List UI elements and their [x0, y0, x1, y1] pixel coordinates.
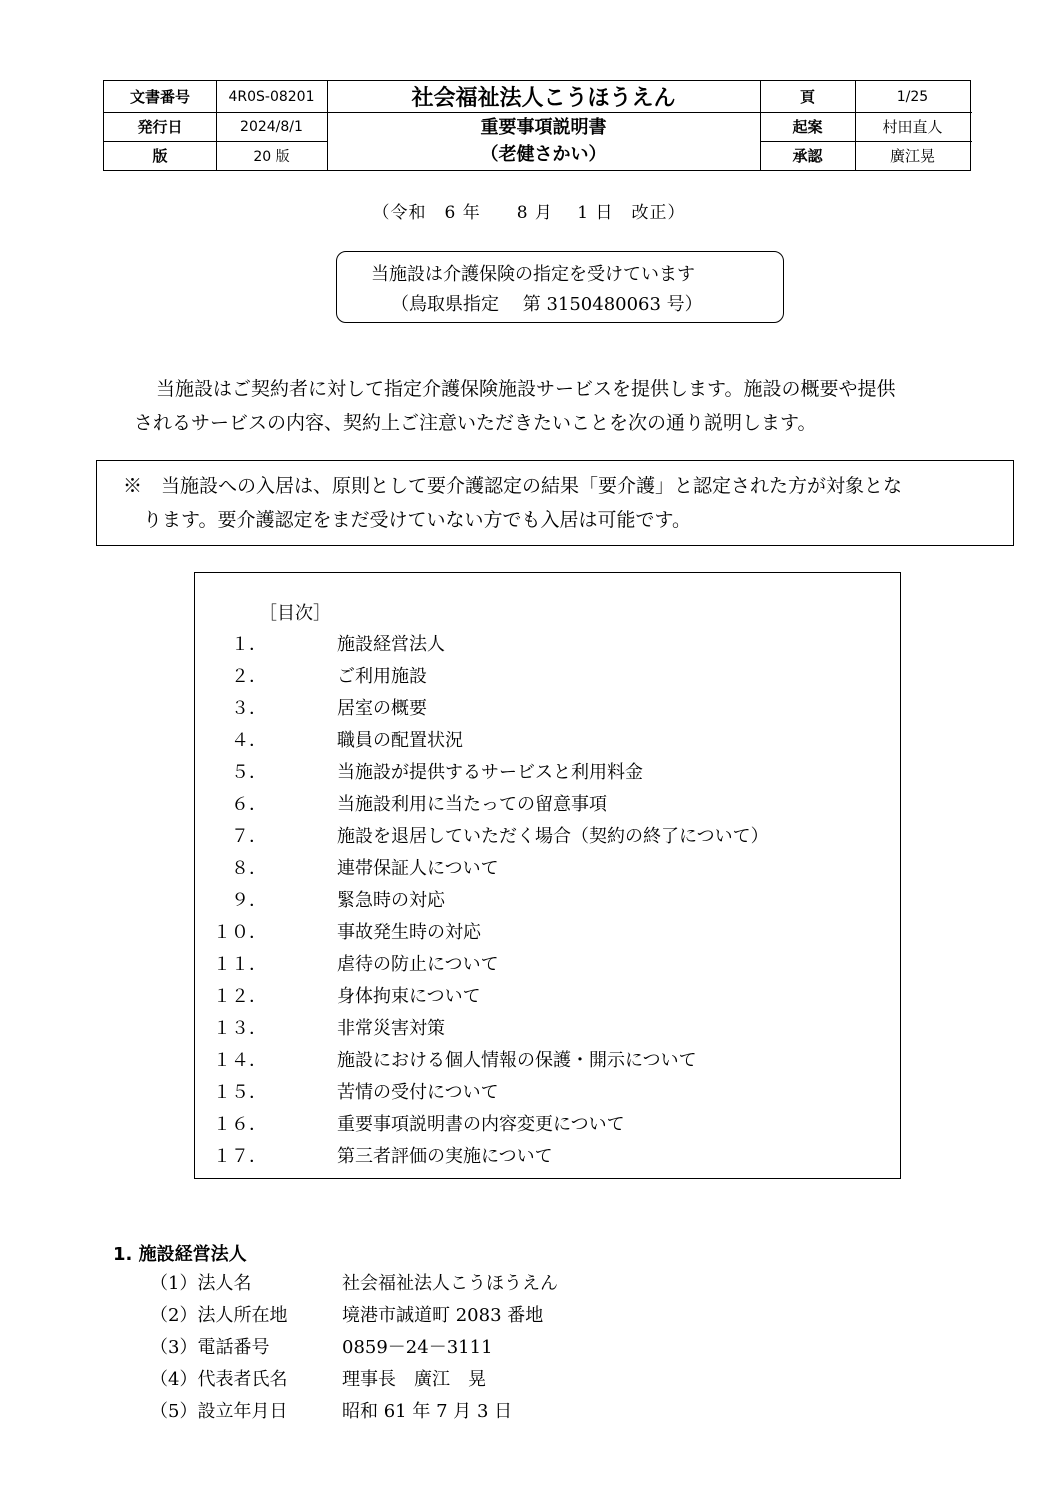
info-row-key: （5）設立年月日: [150, 1401, 288, 1422]
toc-item-text: 施設における個人情報の保護・開示について: [337, 1050, 697, 1071]
info-row-key: （3）電話番号: [150, 1337, 270, 1358]
toc-item-number: ３．: [231, 698, 267, 719]
note-box: [96, 460, 1014, 546]
toc-item-number: ２．: [231, 666, 267, 687]
issue-date: 2024/8/1: [240, 118, 303, 135]
toc-item-text: 虐待の防止について: [337, 954, 499, 975]
toc-item-number: １１．: [213, 954, 267, 975]
info-row-value: 0859－24－3111: [342, 1337, 493, 1358]
toc-item-text: 居室の概要: [337, 698, 427, 719]
toc-item-number: ７．: [231, 826, 267, 847]
toc-item-number: ９．: [231, 890, 267, 911]
toc-item-text: ご利用施設: [337, 666, 427, 687]
info-row-value: 社会福祉法人こうほうえん: [342, 1273, 558, 1294]
info-row-key: （1）法人名: [150, 1273, 252, 1294]
toc-item-text: 苦情の受付について: [337, 1082, 499, 1103]
designation-box: [336, 251, 784, 323]
version-label: 版: [152, 147, 168, 165]
organization-name: 社会福祉法人こうほうえん: [411, 86, 676, 111]
designation-line1: 当施設は介護保険の指定を受けています: [371, 264, 695, 285]
drafter-name: 村田直人: [882, 118, 943, 136]
document-title-line1: 重要事項説明書: [480, 117, 607, 138]
toc-item-number: １０．: [213, 922, 267, 943]
page-label: 頁: [799, 88, 815, 106]
toc-item-number: １３．: [213, 1018, 267, 1039]
intro-paragraph: [134, 372, 1004, 440]
section-heading: 1. 施設経営法人: [113, 1244, 247, 1265]
toc-item-text: 当施設利用に当たっての留意事項: [337, 794, 607, 815]
toc-item-number: １４．: [213, 1050, 267, 1071]
toc-item-number: １２．: [213, 986, 267, 1007]
toc-item-number: ８．: [231, 858, 267, 879]
issue-date-label: 発行日: [137, 118, 183, 136]
draft-label: 起案: [792, 118, 823, 136]
document-header-table: [103, 80, 971, 171]
info-row-key: （2）法人所在地: [150, 1305, 288, 1326]
toc-item-text: 非常災害対策: [337, 1018, 445, 1039]
page-number: 1/25: [896, 88, 929, 105]
document-title-line2: （老健さかい）: [480, 144, 607, 165]
document-title: [327, 112, 760, 170]
toc-item-text: 第三者評価の実施について: [337, 1146, 553, 1167]
toc-title: ［目次］: [259, 603, 331, 624]
note-line1: ※ 当施設への入居は、原則として要介護認定の結果「要介護」と認定された方が対象とな: [123, 475, 903, 497]
info-row-value: 理事長 廣江 晃: [342, 1369, 486, 1390]
toc-item-number: １５．: [213, 1082, 267, 1103]
info-row-value: 昭和 61 年 7 月 3 日: [342, 1401, 513, 1422]
approver-name: 廣江晃: [889, 147, 935, 165]
doc-number: 4R0S-08201: [228, 88, 315, 105]
toc-item-text: 連帯保証人について: [337, 858, 499, 879]
toc-item-number: １７．: [213, 1146, 267, 1167]
info-row-value: 境港市誠道町 2083 番地: [342, 1305, 544, 1326]
toc-item-text: 当施設が提供するサービスと利用料金: [337, 762, 643, 783]
toc-item-number: １．: [231, 634, 267, 655]
toc-item-number: １６．: [213, 1114, 267, 1135]
toc-item-text: 重要事項説明書の内容変更について: [337, 1114, 625, 1135]
toc-item-number: ５．: [231, 762, 267, 783]
toc-item-text: 職員の配置状況: [337, 730, 463, 751]
toc-item-text: 施設を退居していただく場合（契約の終了について）: [337, 826, 769, 847]
toc-item-number: ６．: [231, 794, 267, 815]
toc-item-text: 施設経営法人: [337, 634, 445, 655]
toc-item-text: 緊急時の対応: [337, 890, 445, 911]
version: 20 版: [253, 148, 290, 165]
toc-item-text: 身体拘束について: [337, 986, 481, 1007]
toc-item-number: ４．: [231, 730, 267, 751]
table-of-contents: [194, 572, 901, 1179]
toc-item-text: 事故発生時の対応: [337, 922, 481, 943]
revision-date: （令和 6 年 8 月 1 日 改正）: [372, 203, 686, 223]
intro-line2: されるサービスの内容、契約上ご注意いただきたいことを次の通り説明します。: [134, 412, 817, 434]
intro-line1: 当施設はご契約者に対して指定介護保険施設サービスを提供します。施設の概要や提供: [156, 378, 896, 400]
approval-label: 承認: [792, 147, 823, 165]
doc-number-label: 文書番号: [129, 88, 190, 106]
note-line2: ります。要介護認定をまだ受けていない方でも入居は可能です。: [143, 509, 691, 531]
info-row-key: （4）代表者氏名: [150, 1369, 288, 1390]
designation-line2: （鳥取県指定 第 3150480063 号）: [391, 294, 703, 315]
